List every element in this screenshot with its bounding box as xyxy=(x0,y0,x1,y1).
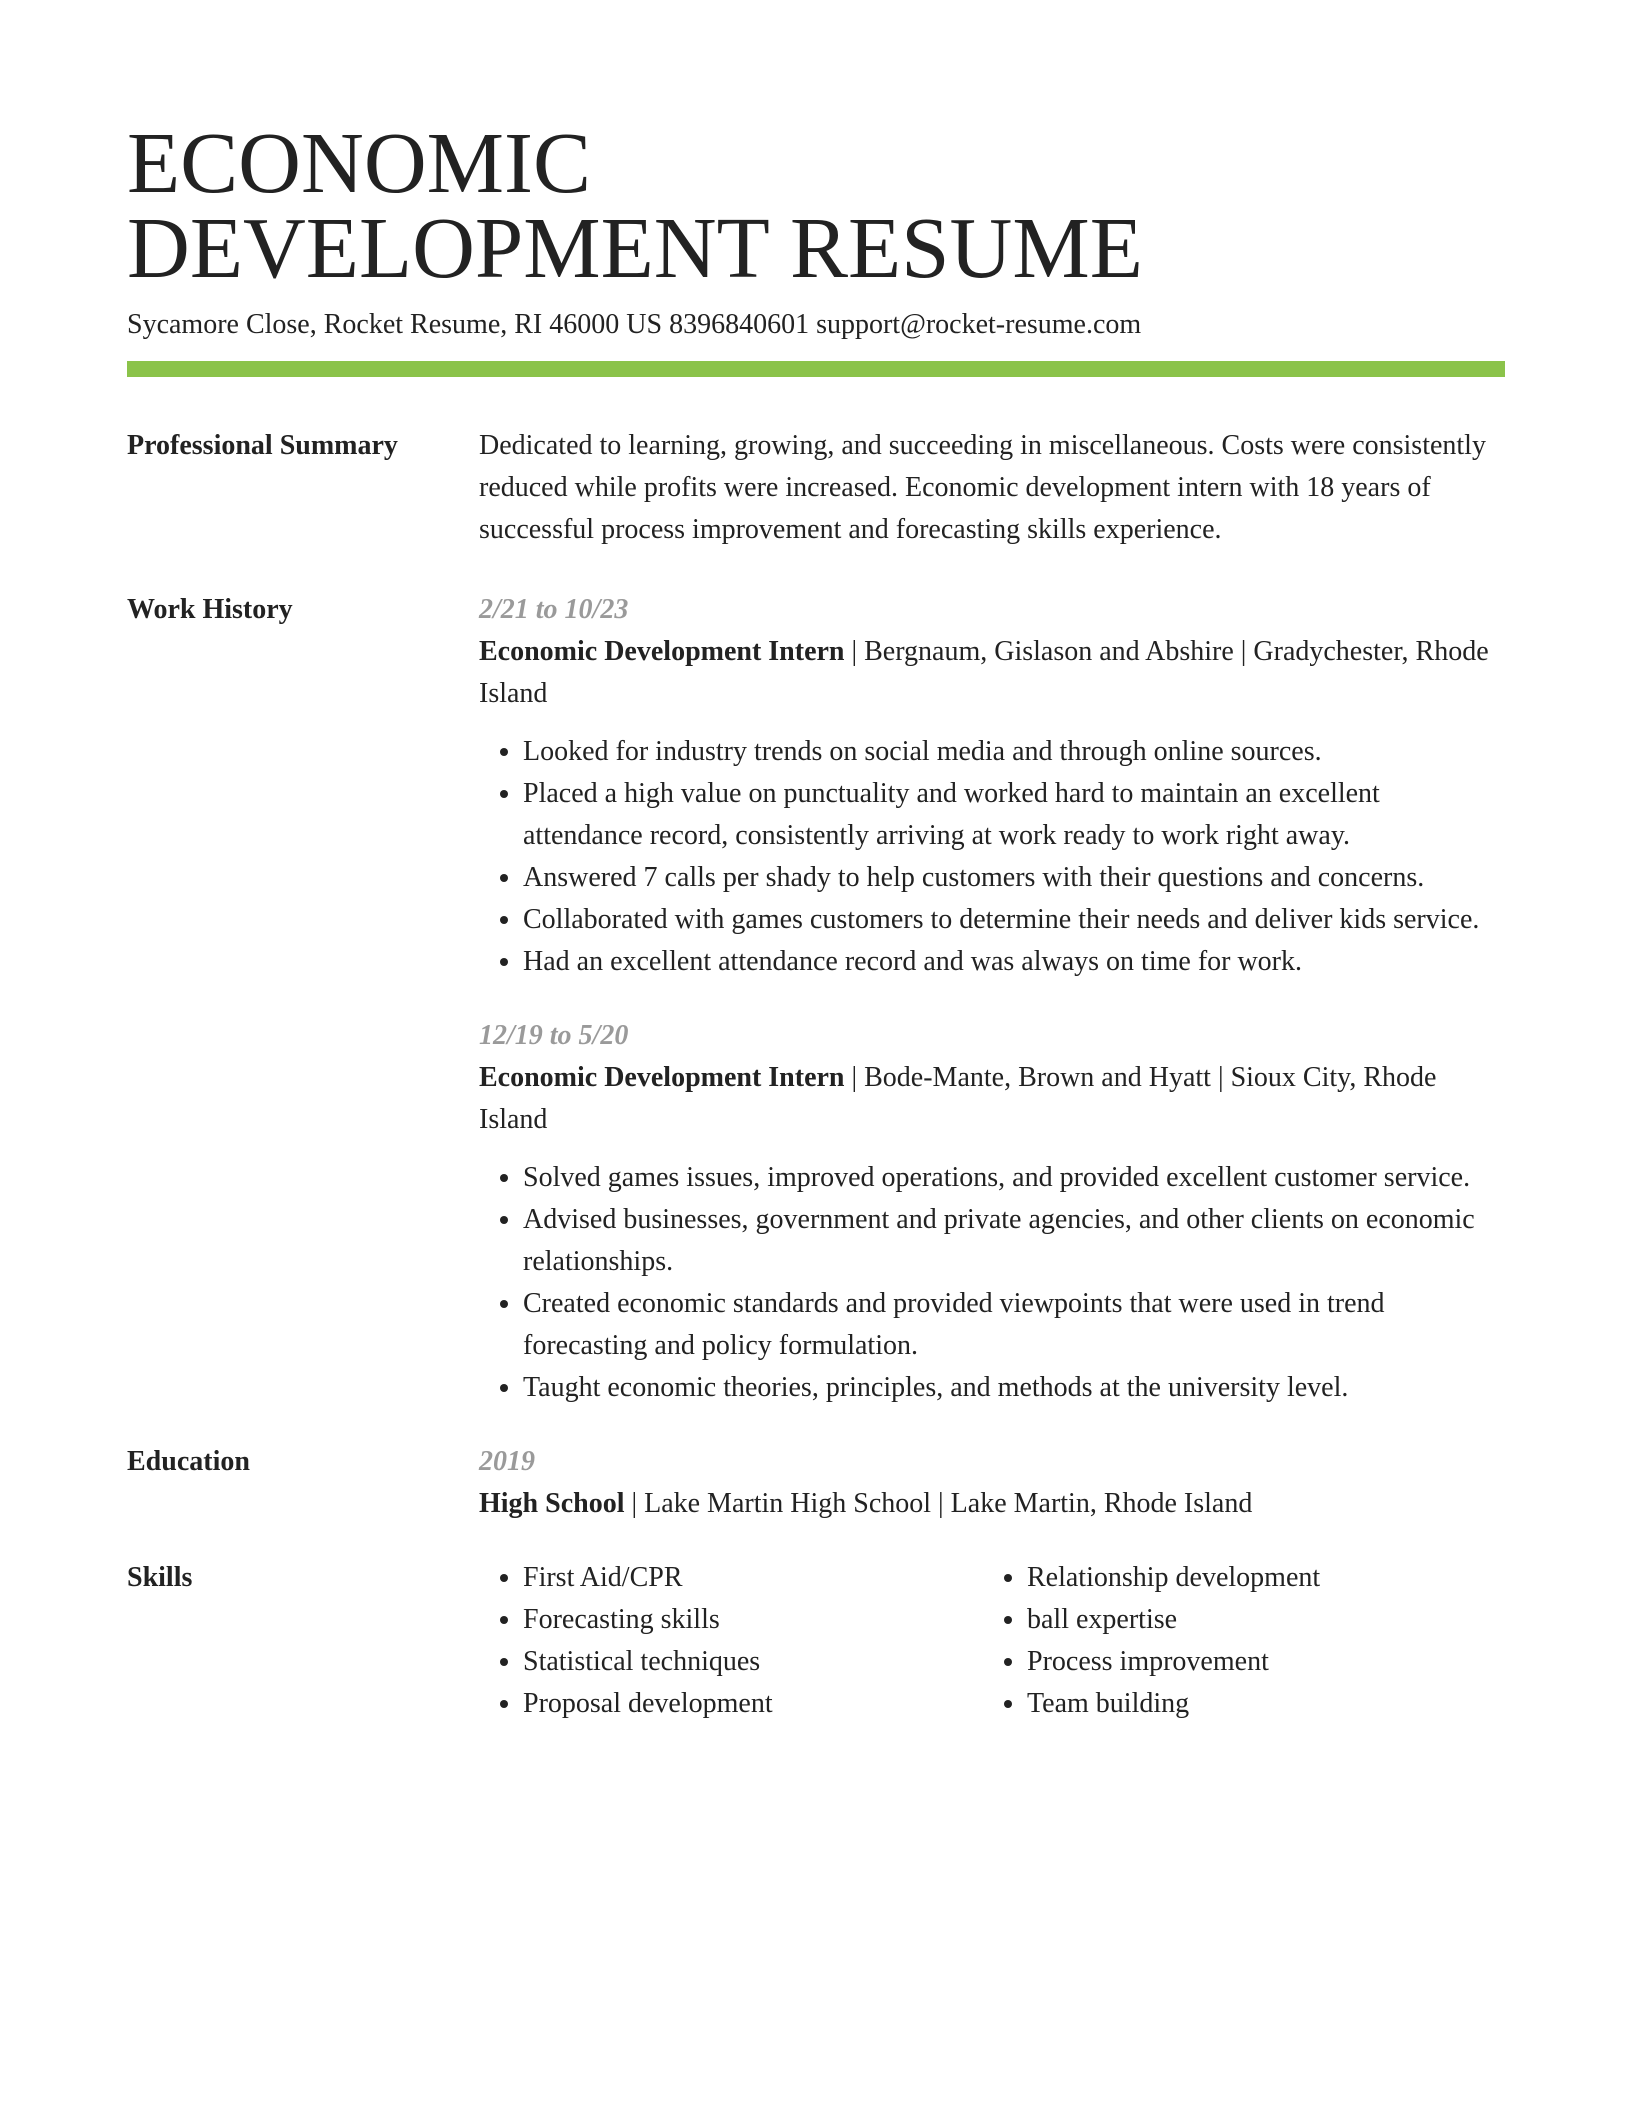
list-item: • Solved games issues, improved operations, and provided excellent customer service. xyxy=(523,1157,1505,1199)
list-item: • Answered 7 calls per shady to help customers with their questions and concerns. xyxy=(523,857,1505,899)
education-body xyxy=(479,1441,1505,1525)
job-company: Bergnaum, Gislason and Abshire xyxy=(864,636,1234,667)
section-education xyxy=(127,1441,1505,1525)
job-heading: Economic Development Intern | Bergnaum, Gislason and Abshire | Gradychester, Rhode Island xyxy=(479,636,1489,709)
job-company: Bode-Mante, Brown and Hyatt xyxy=(864,1062,1211,1093)
skill-item: • Statistical techniques xyxy=(523,1641,983,1683)
resume-header xyxy=(127,114,1505,377)
section-label: Skills xyxy=(127,1562,193,1593)
title-line-1: ECONOMIC xyxy=(127,114,592,211)
skill-item: • Proposal development xyxy=(523,1683,983,1725)
skill-item: • First Aid/CPR xyxy=(523,1557,983,1599)
job-dates: 2/21 to 10/23 xyxy=(479,594,629,625)
education-heading: High School | Lake Martin High School | Lake Martin, Rhode Island xyxy=(479,1488,1253,1519)
contact-address: Sycamore Close, Rocket Resume, RI 46000 US xyxy=(127,309,663,340)
section-professional-summary xyxy=(127,425,1505,551)
section-label: Education xyxy=(127,1446,250,1477)
skills-column-1 xyxy=(479,1557,983,1725)
job-bullets xyxy=(479,731,1505,983)
list-item: • Placed a high value on punctuality and worked hard to maintain an excellent attendance record, consistently arriving at work ready to work right away. xyxy=(523,773,1505,857)
resume-title xyxy=(127,114,1505,296)
skills-body xyxy=(479,1557,1527,1725)
list-item: • Taught economic theories, principles, and methods at the university level. xyxy=(523,1367,1505,1409)
contact-phone: 8396840601 xyxy=(669,309,810,340)
skill-item: • Team building xyxy=(1027,1683,1527,1725)
section-label: Professional Summary xyxy=(127,430,398,461)
skill-item: • ball expertise xyxy=(1027,1599,1527,1641)
education-school: Lake Martin High School xyxy=(644,1488,932,1519)
work-history-body xyxy=(479,589,1505,1409)
job-role: Economic Development Intern xyxy=(479,636,845,667)
job-entry xyxy=(479,1015,1505,1409)
skill-item: • Relationship development xyxy=(1027,1557,1527,1599)
list-item: • Looked for industry trends on social media and through online sources. xyxy=(523,731,1505,773)
job-role: Economic Development Intern xyxy=(479,1062,845,1093)
job-dates: 12/19 to 5/20 xyxy=(479,1020,629,1051)
list-item: • Had an excellent attendance record and was always on time for work. xyxy=(523,941,1505,983)
contact-email: support@rocket-resume.com xyxy=(816,309,1142,340)
list-item: • Advised businesses, government and private agencies, and other clients on economic relationships. xyxy=(523,1199,1505,1283)
education-degree: High School xyxy=(479,1488,625,1519)
skill-item: • Forecasting skills xyxy=(523,1599,983,1641)
section-skills xyxy=(127,1557,1505,1725)
job-location: Sioux City, Rhode Island xyxy=(479,1062,1437,1135)
skills-grid xyxy=(479,1557,1527,1725)
summary-text: Dedicated to learning, growing, and succeeding in miscellaneous. Costs were consistently reduced while profits were increased. Economic development intern with 18 years of successful process improvement and forecasting skills experience. xyxy=(479,430,1486,545)
list-item: • Collaborated with games customers to determine their needs and deliver kids service. xyxy=(523,899,1505,941)
title-line-2: DEVELOPMENT RESUME xyxy=(127,199,1143,296)
skill-item: • Process improvement xyxy=(1027,1641,1527,1683)
education-location: Lake Martin, Rhode Island xyxy=(950,1488,1253,1519)
list-item: • Created economic standards and provided viewpoints that were used in trend forecasting and policy formulation. xyxy=(523,1283,1505,1367)
skills-column-2 xyxy=(983,1557,1527,1725)
job-entry xyxy=(479,589,1505,983)
education-year: 2019 xyxy=(479,1446,535,1477)
section-work-history xyxy=(127,589,1505,1409)
resume-page xyxy=(127,114,1505,1725)
contact-line xyxy=(127,308,1505,342)
job-heading: Economic Development Intern | Bode-Mante, Brown and Hyatt | Sioux City, Rhode Island xyxy=(479,1062,1437,1135)
accent-divider xyxy=(127,361,1505,377)
section-label: Work History xyxy=(127,594,293,625)
job-location: Gradychester, Rhode Island xyxy=(479,636,1489,709)
job-bullets xyxy=(479,1157,1505,1409)
